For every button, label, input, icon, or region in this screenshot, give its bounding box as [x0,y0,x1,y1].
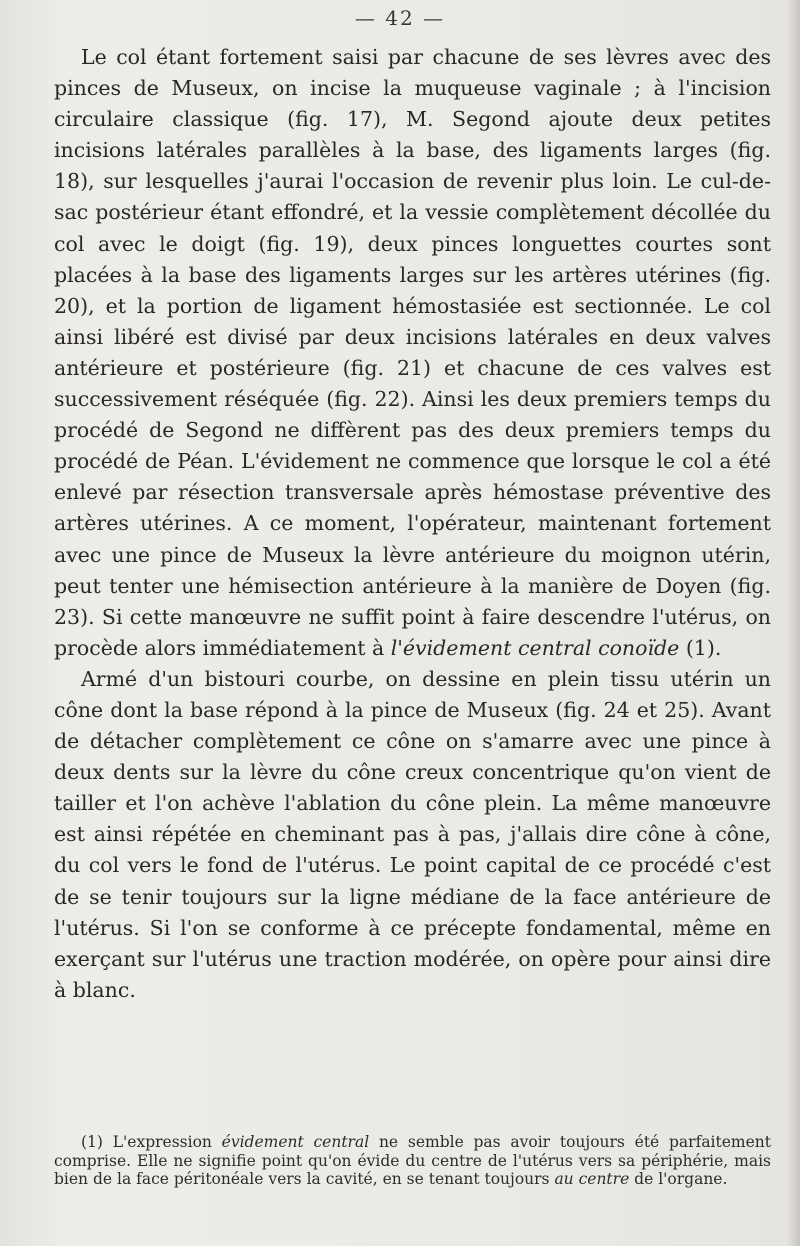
italic-term: l'évidement central conoïde [390,635,680,660]
footnote [54,1133,771,1189]
italic-term: au centre [554,1170,630,1188]
footnotes [54,1133,771,1189]
text-run: (1). [679,635,722,660]
page-number: — 42 — [354,6,446,30]
text-run: de l'organe. [629,1170,728,1188]
text-run: Le col étant fortement saisi par chacune de ses lèvres avec des pinces de Museux, on incise la muqueuse vaginale ; à l'incision circulaire classique (fig. 17), M. Segond ajoute deux petites incisions latérales parallèles à la base, des ligaments larges (fig. 18), sur lesquelles j'aurai l'occasion de revenir plus loin. Le cul-de-sac postérieur étant effondré, et la vessie complètement décollée du col avec le doigt (fig. 19), deux pinces longuettes courtes sont placées à la base des ligaments larges sur les artères utérines (fig. 20), et la portion de ligament hémostasiée est sectionnée. Le col ainsi libéré est divisé par deux incisions latérales en deux valves antérieure et postérieure (fig. 21) et chacune de ces valves est successivement réséquée (fig. 22). Ainsi les deux premiers temps du procédé de Segond ne diffèrent pas des deux premiers temps du procédé de Péan. L'évidement ne commence que lorsque le col a été enlevé par résection transversale après hémostase préventive des artères utérines. A ce moment, l'opérateur, maintenant fortement avec une pince de Museux la lèvre antérieure du moignon utérin, peut tenter une hémisection antérieure à la manière de Doyen (fig. 23). Si cette manœuvre ne suffit point à faire descendre l'utérus, on procède alors immédiatement à [54,45,771,660]
text-run: (1) L'expression [81,1133,222,1151]
page-edge-shadow [786,0,800,1246]
italic-term: évidement central [221,1133,370,1151]
paragraph [54,664,771,1006]
paragraph [54,42,771,664]
main-text [54,42,771,1006]
text-run: Armé d'un bistouri courbe, on dessine en plein tissu utérin un cône dont la base répond à la pince de Museux (fig. 24 et 25). Avant de détacher complètement ce cône on s'amarre avec une pince à deux dents sur la lèvre du cône creux concentrique qu'on vient de tailler et l'on achève l'ablation du cône plein. La même manœuvre est ainsi répétée en cheminant pas à pas, j'allais dire cône à cône, du col vers le fond de l'utérus. Le point capital de ce procédé c'est de se tenir toujours sur la ligne médiane de la face antérieure de l'utérus. Si l'on se conforme à ce précepte fondamental, même en exerçant sur l'utérus une traction modérée, on opère pour ainsi dire à blanc. [54,666,771,1002]
text-run: ne semble pas avoir toujours été parfaitement comprise. Elle ne signifie point qu'on évide du centre de l'utérus vers sa périphérie, mais bien de la face péritonéale vers la cavité, en se tenant toujours [54,1133,771,1188]
